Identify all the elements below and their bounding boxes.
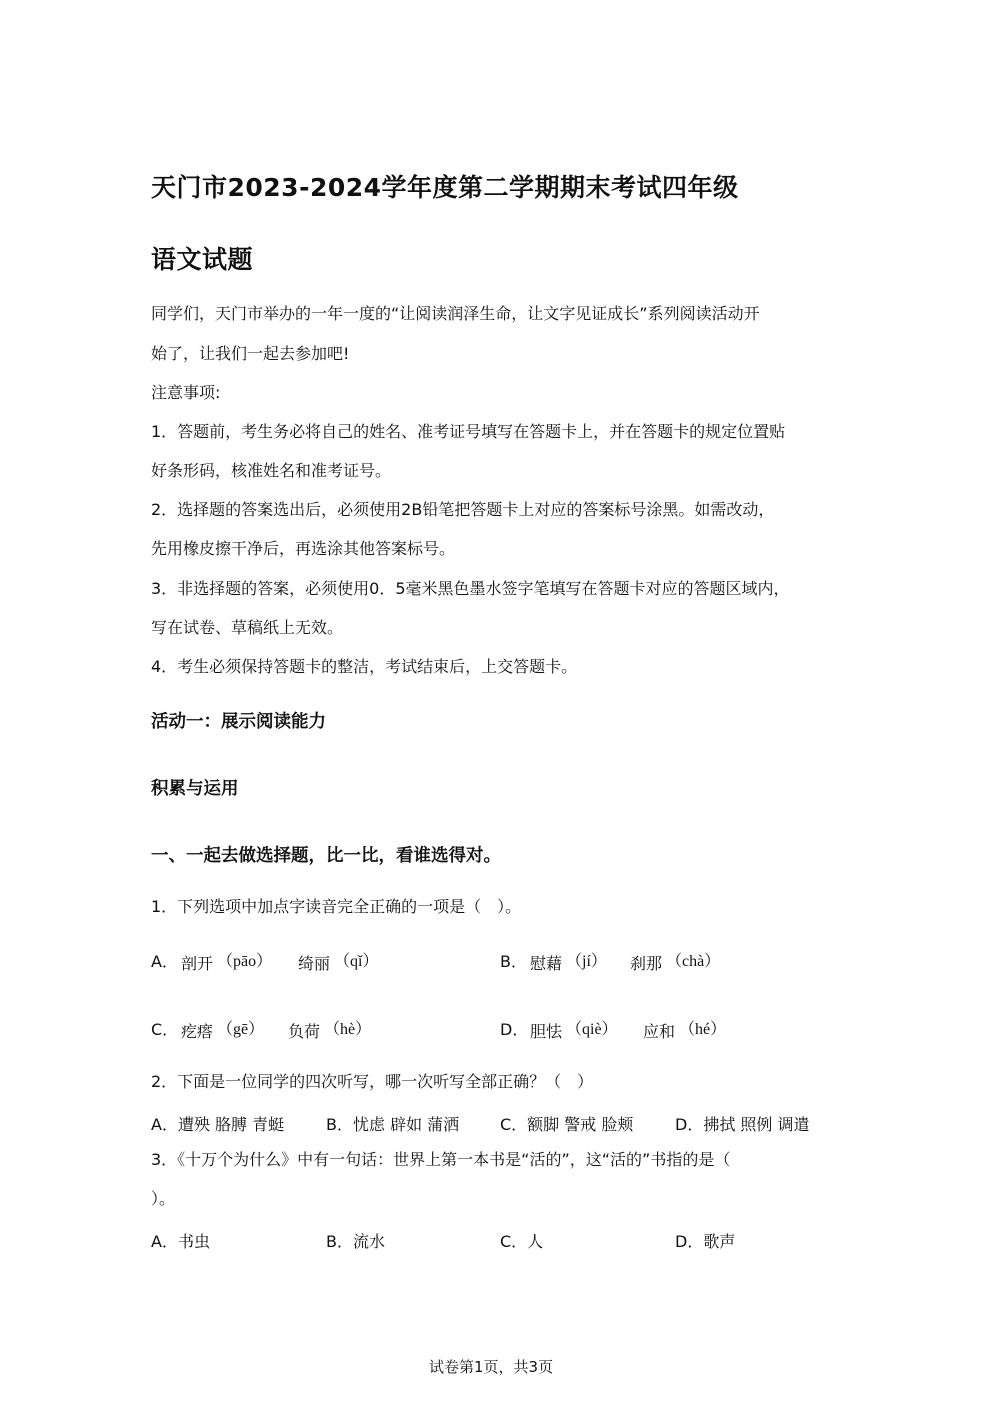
option-d-pinyin-1: （qiè） [566, 1021, 618, 1038]
question-1-option-a [151, 949, 178, 972]
question-2-option-d: D．拂拭 照例 调遣 [675, 1115, 810, 1134]
note-2-line-2: 先用橡皮擦干净后，再选涂其他答案标号。 [151, 539, 456, 558]
activity-heading: 活动一：展示阅读能力 [151, 712, 326, 732]
question-3-option-b: B．流水 [326, 1232, 385, 1251]
note-1-line-1: 1．答题前，考生务必将自己的姓名、准考证号填写在答题卡上，并在答题卡的规定位置贴 [151, 422, 786, 441]
option-d-word-1: 胆怯 [530, 1022, 563, 1041]
option-b-word-2: 刹那 [630, 954, 663, 973]
exam-subtitle: 语文试题 [151, 245, 254, 274]
question-1-option-d: D． [500, 1020, 529, 1039]
exam-title: 天门市2023-2024学年度第二学期期末考试四年级 [151, 173, 739, 202]
option-c-word-1: 疙瘩 [181, 1022, 214, 1041]
notes-heading: 注意事项: [151, 383, 221, 402]
question-1-option-b: B． [500, 952, 527, 971]
note-2-line-1: 2．选择题的答案选出后，必须使用2B铅笔把答题卡上对应的答案标号涂黑。如需改动， [151, 500, 775, 519]
option-c-word-2: 负荷 [288, 1022, 321, 1041]
part-heading: 一、一起去做选择题，比一比，看谁选得对。 [151, 846, 501, 866]
note-3-line-2: 写在试卷、草稿纸上无效。 [151, 618, 344, 637]
option-d-pinyin-2: （hé） [679, 1021, 727, 1038]
option-a-pinyin-2: （qǐ） [334, 953, 379, 970]
option-a-word-2: 绮丽 [298, 954, 331, 973]
option-b-pinyin-1: （jí） [566, 953, 607, 970]
option-d-word-2: 应和 [643, 1022, 676, 1041]
option-c-pinyin-1: （gē） [217, 1021, 265, 1038]
option-b-pinyin-2: （chà） [666, 953, 721, 970]
question-3-stem-line-2: ）。 [151, 1189, 176, 1208]
question-3-option-c: C．人 [500, 1232, 544, 1251]
question-2-option-c: C．额脚 警戒 脸颊 [500, 1115, 634, 1134]
page-footer: 试卷第1页，共3页 [429, 1358, 554, 1376]
question-2-option-a: A．遭殃 胳膊 青蜓 [151, 1115, 285, 1134]
option-a-word-1: 剖开 [181, 954, 214, 973]
note-3-line-1: 3．非选择题的答案，必须使用0．5毫米黑色墨水签字笔填写在答题卡对应的答题区域内， [151, 579, 790, 598]
option-b-word-1: 慰藉 [530, 954, 563, 973]
note-4-line-1: 4．考生必须保持答题卡的整洁，考试结束后，上交答题卡。 [151, 657, 578, 676]
question-3-option-a: A．书虫 [151, 1232, 210, 1251]
question-3-option-d: D．歌声 [675, 1232, 736, 1251]
question-3-stem-line-1: 3．《十万个为什么》中有一句话：世界上第一本书是“活的”，这“活的”书指的是（ [151, 1150, 731, 1169]
option-a-pinyin-1: （pāo） [217, 953, 273, 970]
question-2-stem: 2．下面是一位同学的四次听写，哪一次听写全部正确？（ ） [151, 1072, 594, 1091]
note-1-line-2: 好条形码，核准姓名和准考证号。 [151, 461, 392, 480]
subsection-heading: 积累与运用 [151, 779, 239, 799]
question-1-stem: 1．下列选项中加点字读音完全正确的一项是（ ）。 [151, 897, 522, 916]
option-c-pinyin-2: （hè） [324, 1021, 372, 1038]
intro-line-2: 始了，让我们一起去参加吧! [151, 344, 350, 363]
question-2-option-b: B．忧虑 辟如 蒲洒 [326, 1115, 460, 1134]
option-label: A． [151, 952, 178, 971]
question-1-option-c: C． [151, 1020, 179, 1039]
intro-line-1: 同学们，天门市举办的一年一度的“让阅读润泽生命，让文字见证成长”系列阅读活动开 [151, 304, 760, 323]
